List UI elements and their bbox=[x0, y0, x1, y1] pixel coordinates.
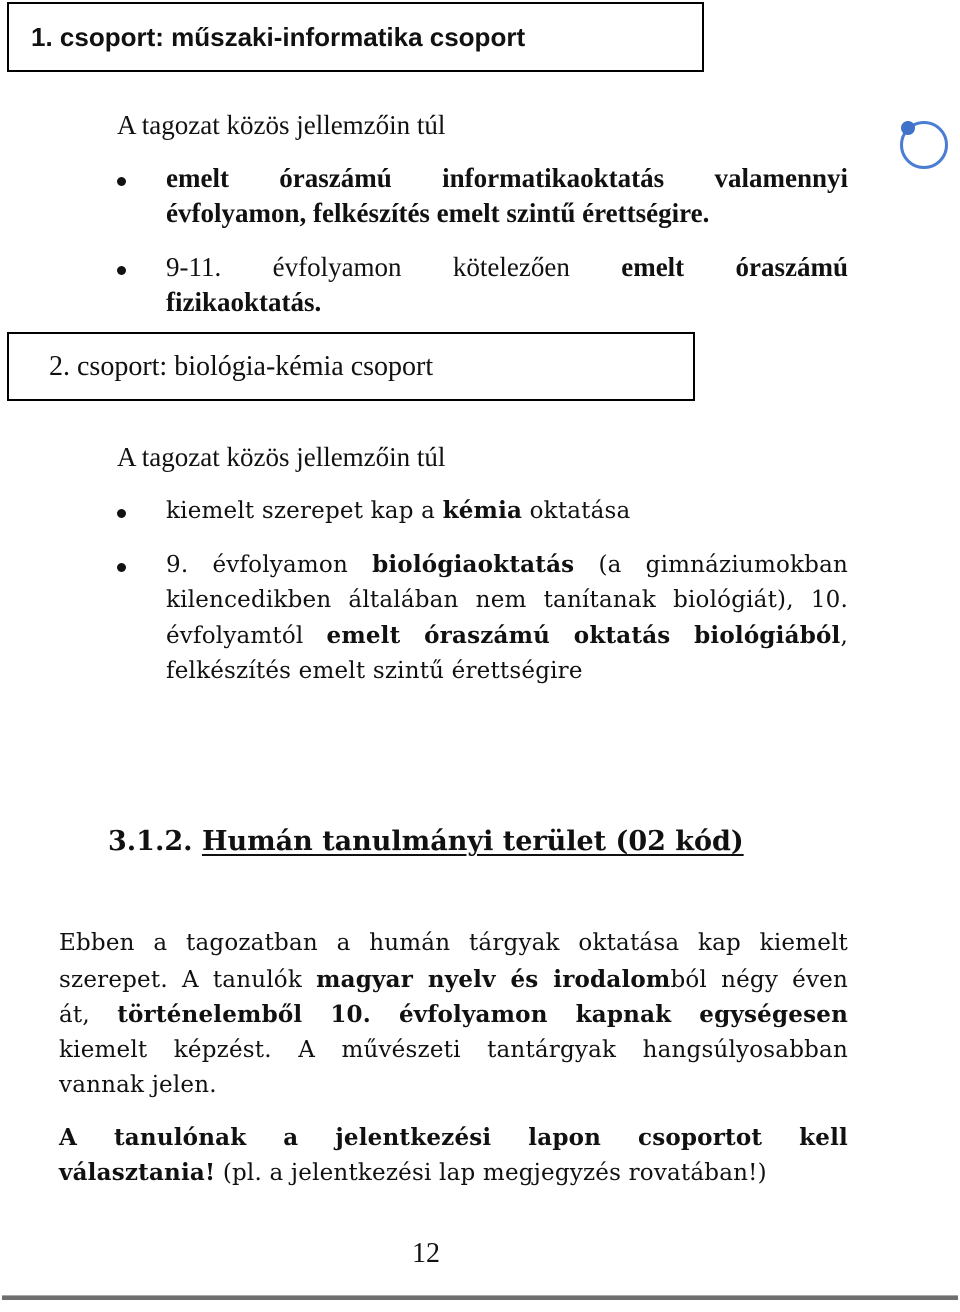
p2-line2: választania! (pl. a jelentkezési lap megjegyzés rovatában!) bbox=[59, 1159, 767, 1186]
page-number: 12 bbox=[412, 1238, 440, 1269]
section3-heading bbox=[108, 826, 744, 857]
s2-bullet2-line2: kilencedikben általában nem tanítanak biológiát), 10. bbox=[166, 587, 848, 613]
dot-ornament-icon bbox=[901, 121, 915, 135]
s2-bullet2-line1: 9. évfolyamon biológiaoktatás (a gimnáziumokban bbox=[166, 551, 848, 578]
s2-bullet2-line4: felkészítés emelt szintű érettségire bbox=[166, 658, 583, 684]
p1-line1: Ebben a tagozatban a humán tárgyak oktatása kap kiemelt bbox=[59, 930, 848, 956]
section2-title-box bbox=[7, 332, 695, 401]
bullet-icon bbox=[117, 266, 126, 275]
section1-title-box bbox=[7, 2, 704, 72]
bullet-icon bbox=[117, 177, 126, 186]
s1-bullet1-line2: évfolyamon, felkészítés emelt szintű érettségire. bbox=[166, 198, 710, 228]
section2-title: 2. csoport: biológia-kémia csoport bbox=[49, 350, 434, 382]
section3-heading-text: Humán tanulmányi terület (02 kód) bbox=[201, 826, 744, 857]
s1-bullet2-line2: fizikaoktatás. bbox=[166, 287, 322, 317]
bullet-icon bbox=[117, 509, 126, 518]
p2-line1: A tanulónak a jelentkezési lapon csoportot kell bbox=[59, 1124, 848, 1151]
section3-number: 3.1.2. bbox=[108, 826, 193, 857]
s1-bullet2-line1: 9-11. évfolyamon kötelezően emelt óraszámú bbox=[166, 252, 849, 282]
footer-divider bbox=[2, 1295, 958, 1300]
p1-line4: kiemelt képzést. A művészeti tantárgyak hangsúlyosabban bbox=[59, 1037, 848, 1063]
section1-intro: A tagozat közös jellemzőin túl bbox=[117, 110, 446, 140]
s2-bullet1-line: kiemelt szerepet kap a kémia oktatása bbox=[166, 497, 631, 524]
bullet-icon bbox=[117, 563, 126, 572]
p1-line3: át, történelemből 10. évfolyamon kapnak egységesen bbox=[59, 1001, 848, 1028]
p1-line2: szerepet. A tanulók magyar nyelv és irodalomból négy éven bbox=[59, 966, 848, 993]
p1-line5: vannak jelen. bbox=[59, 1072, 217, 1098]
s2-bullet2-line3: évfolyamtól emelt óraszámú oktatás biológiából, bbox=[166, 622, 848, 649]
s1-bullet1-line1: emelt óraszámú informatikaoktatás valamennyi bbox=[166, 163, 848, 193]
section1-title: 1. csoport: műszaki-informatika csoport bbox=[31, 21, 526, 52]
section2-intro: A tagozat közös jellemzőin túl bbox=[117, 442, 446, 472]
